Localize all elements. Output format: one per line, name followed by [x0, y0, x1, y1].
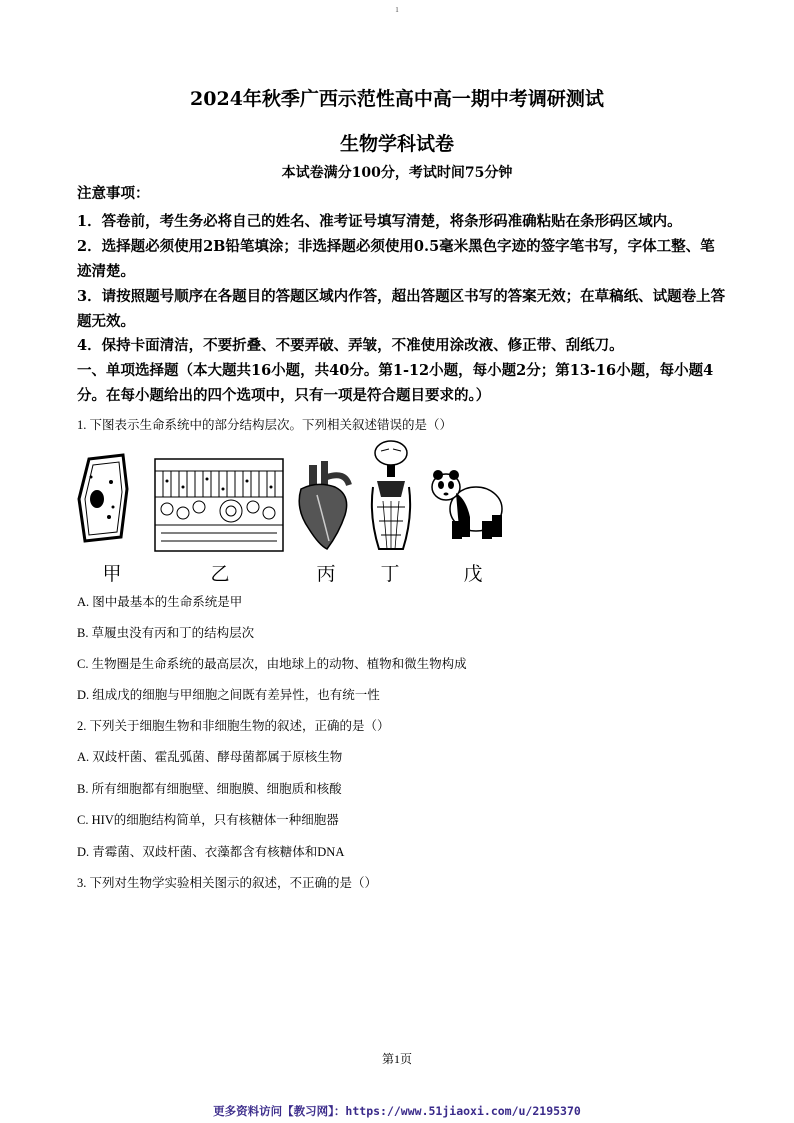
- exam-title: 2024年秋季广西示范性高中高一期中考调研测试: [190, 88, 604, 110]
- figure-label-ding: 丁: [380, 563, 400, 585]
- question-2-option-a: A. 双歧杆菌、霍乱弧菌、酵母菌都属于原核生物: [77, 750, 343, 764]
- figure-label-jia: 甲: [102, 563, 122, 585]
- question-1-option-a: A. 图中最基本的生命系统是甲: [77, 595, 243, 609]
- figure-label-wu: 戊: [463, 563, 483, 585]
- leaf-tissue-image: [153, 437, 285, 557]
- plant-cell-image: [75, 437, 135, 557]
- circulatory-system-image: [365, 437, 417, 557]
- notice-item-3: 3．请按照题号顺序在各题目的答题区域内作答，超出答题区书写的答案无效；在草稿纸、试题卷上答题无效。: [77, 288, 726, 330]
- notice-item-4: 4．保持卡面清洁，不要折叠、不要弄破、弄皱，不准使用涂改液、修正带、刮纸刀。: [77, 337, 624, 354]
- heart-image: [287, 437, 353, 557]
- notice-item-2: 2．选择题必须使用2B铅笔填涂；非选择题必须使用0.5毫米黑色字迹的签字笔书写，字体工整、笔迹清楚。: [77, 238, 715, 280]
- resource-link[interactable]: 更多资料访问【教习网】：https://www.51jiaoxi.com/u/2195370: [213, 1104, 581, 1118]
- question-1-stem: 1. 下图表示生命系统中的部分结构层次。下列相关叙述错误的是（）: [77, 418, 453, 432]
- question-2-stem: 2. 下列关于细胞生物和非细胞生物的叙述，正确的是（）: [77, 719, 390, 733]
- page-top-mark: 1: [395, 6, 399, 14]
- section-heading: 一、单项选择题（本大题共16小题，共40分。第1-12小题，每小题2分；第13-16小题，每小题4分。在每小题给出的四个选项中，只有一项是符合题目要求的。）: [77, 362, 714, 404]
- question-1-option-d: D. 组成戊的细胞与甲细胞之间既有差异性，也有统一性: [77, 688, 380, 702]
- notice-item-1: 1．答卷前，考生务必将自己的姓名、准考证号填写清楚，将条形码准确粘贴在条形码区域内。: [77, 213, 682, 230]
- figure-label-yi: 乙: [210, 563, 230, 585]
- notice-heading: 注意事项：: [77, 185, 150, 202]
- question-2-option-d: D. 青霉菌、双歧杆菌、衣藻都含有核糖体和DNA: [77, 845, 345, 859]
- exam-info: 本试卷满分100分，考试时间75分钟: [281, 165, 513, 181]
- question-1-option-b: B. 草履虫没有丙和丁的结构层次: [77, 626, 255, 640]
- question-2-option-b: B. 所有细胞都有细胞壁、细胞膜、细胞质和核酸: [77, 782, 342, 796]
- question-2-option-c: C. HIV的细胞结构简单，只有核糖体一种细胞器: [77, 813, 339, 827]
- page-number: 第1页: [381, 1052, 412, 1066]
- subject-title: 生物学科试卷: [339, 133, 454, 155]
- question-1-option-c: C. 生物圈是生命系统的最高层次，由地球上的动物、植物和微生物构成: [77, 657, 467, 671]
- life-system-figure: [75, 437, 505, 587]
- question-3-stem: 3. 下列对生物学实验相关图示的叙述，不正确的是（）: [77, 876, 378, 890]
- figure-label-bing: 丙: [316, 563, 336, 585]
- panda-image: [430, 437, 505, 557]
